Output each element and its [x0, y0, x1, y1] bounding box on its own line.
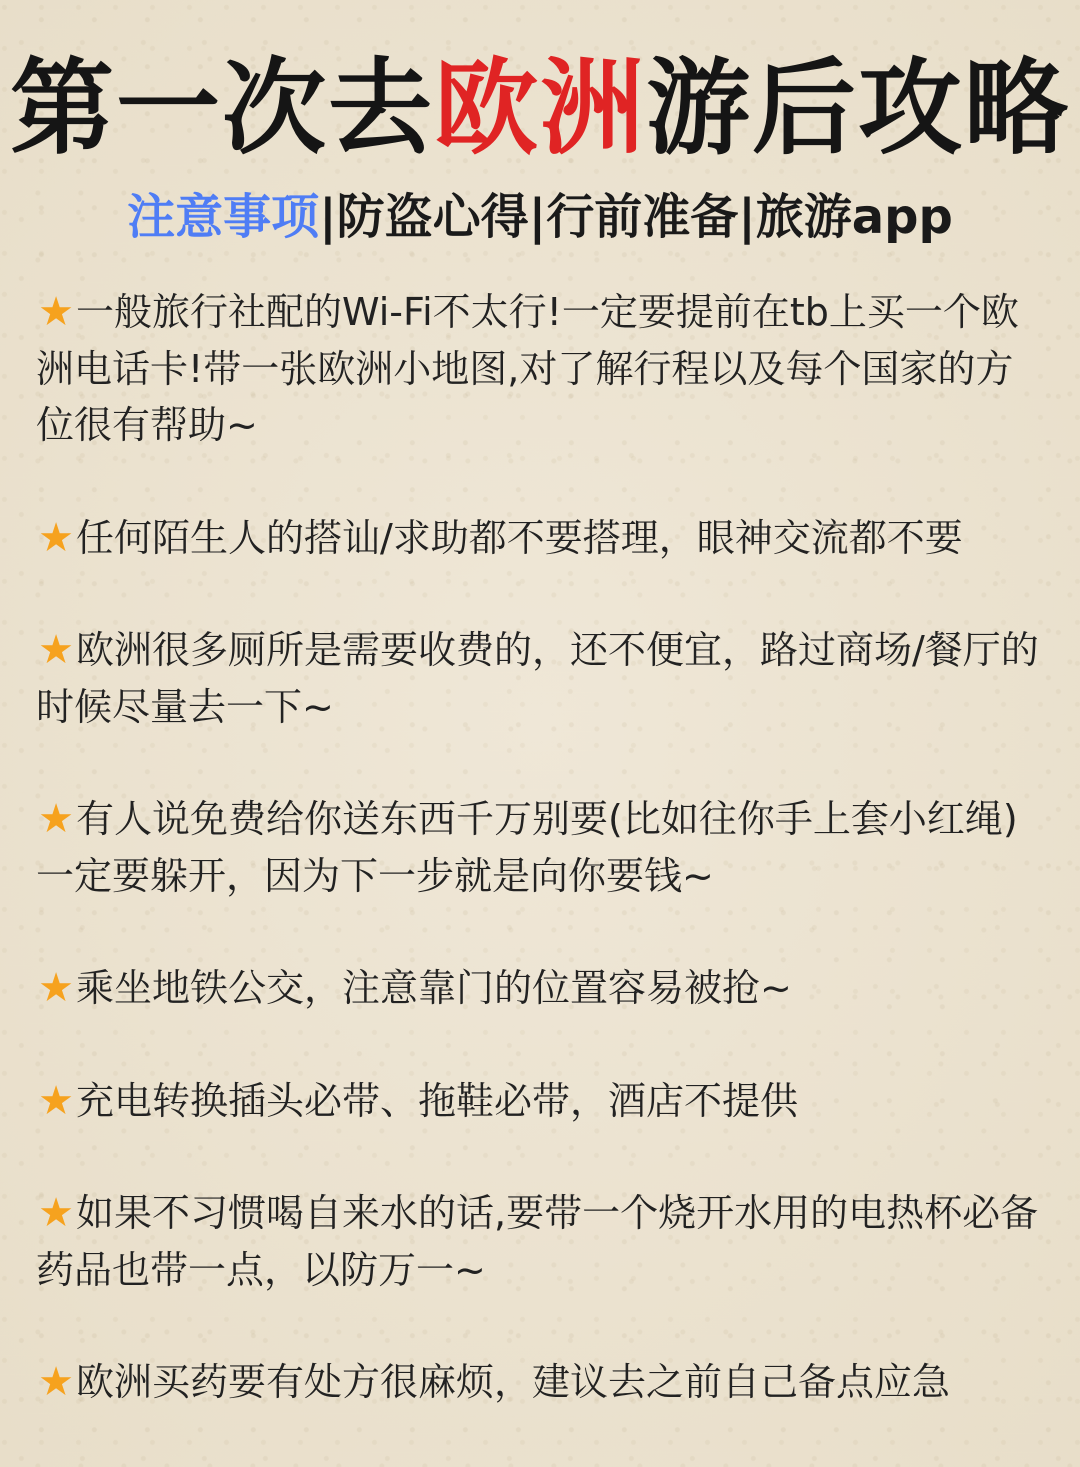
- page-title: [0, 48, 1080, 168]
- star-icon: ★: [38, 514, 74, 561]
- tip-text: 乘坐地铁公交，注意靠门的位置容易被抢~: [76, 966, 792, 1010]
- tip-text: 欧洲很多厕所是需要收费的，还不便宜，路过商场/餐厅的时候尽量去一下~: [36, 628, 1039, 729]
- star-icon: ★: [38, 1359, 74, 1405]
- tip-text: 充电转换插头必带、拖鞋必带，酒店不提供: [76, 1078, 799, 1123]
- star-icon: ★: [38, 1077, 74, 1124]
- tip-item: [36, 791, 1046, 904]
- tip-item: [36, 960, 1046, 1017]
- tip-item: [36, 510, 1046, 567]
- tip-item: [36, 1185, 1046, 1298]
- star-icon: ★: [38, 965, 74, 1011]
- tip-item: [36, 1073, 1046, 1130]
- tip-text: 有人说免费给你送东西千万别要(比如往你手上套小红绳)一定要躲开，因为下一步就是向你要钱~: [36, 797, 1018, 898]
- star-icon: ★: [38, 289, 74, 335]
- tip-text: 一般旅行社配的Wi-Fi不太行!一定要提前在tb上买一个欧洲电话卡!带一张欧洲小地图,对了解行程以及每个国家的方位很有帮助~: [36, 290, 1019, 447]
- tips-list: [36, 284, 1046, 1467]
- star-icon: ★: [38, 1190, 74, 1236]
- title-part-2: 游后攻略: [646, 47, 1071, 169]
- tip-text: 欧洲买药要有处方很麻烦，建议去之前自己备点应急: [76, 1360, 951, 1404]
- subtitle-highlight: 注意事项: [127, 189, 320, 245]
- tip-item: [36, 1354, 1046, 1411]
- subtitle: [0, 186, 1080, 248]
- tip-item: [36, 284, 1046, 454]
- star-icon: ★: [38, 796, 74, 842]
- star-icon: ★: [38, 627, 74, 673]
- title-accent: 欧洲: [433, 47, 646, 169]
- tip-text: 任何陌生人的搭讪/求助都不要搭理，眼神交流都不要: [76, 515, 963, 560]
- tip-text: 如果不习惯喝自来水的话,要带一个烧开水用的电热杯必备药品也带一点，以防万一~: [36, 1191, 1039, 1292]
- title-part-1: 第一次去: [9, 47, 434, 169]
- tip-item: [36, 622, 1046, 735]
- subtitle-rest: |防盗心得|行前准备|旅游app: [319, 189, 953, 245]
